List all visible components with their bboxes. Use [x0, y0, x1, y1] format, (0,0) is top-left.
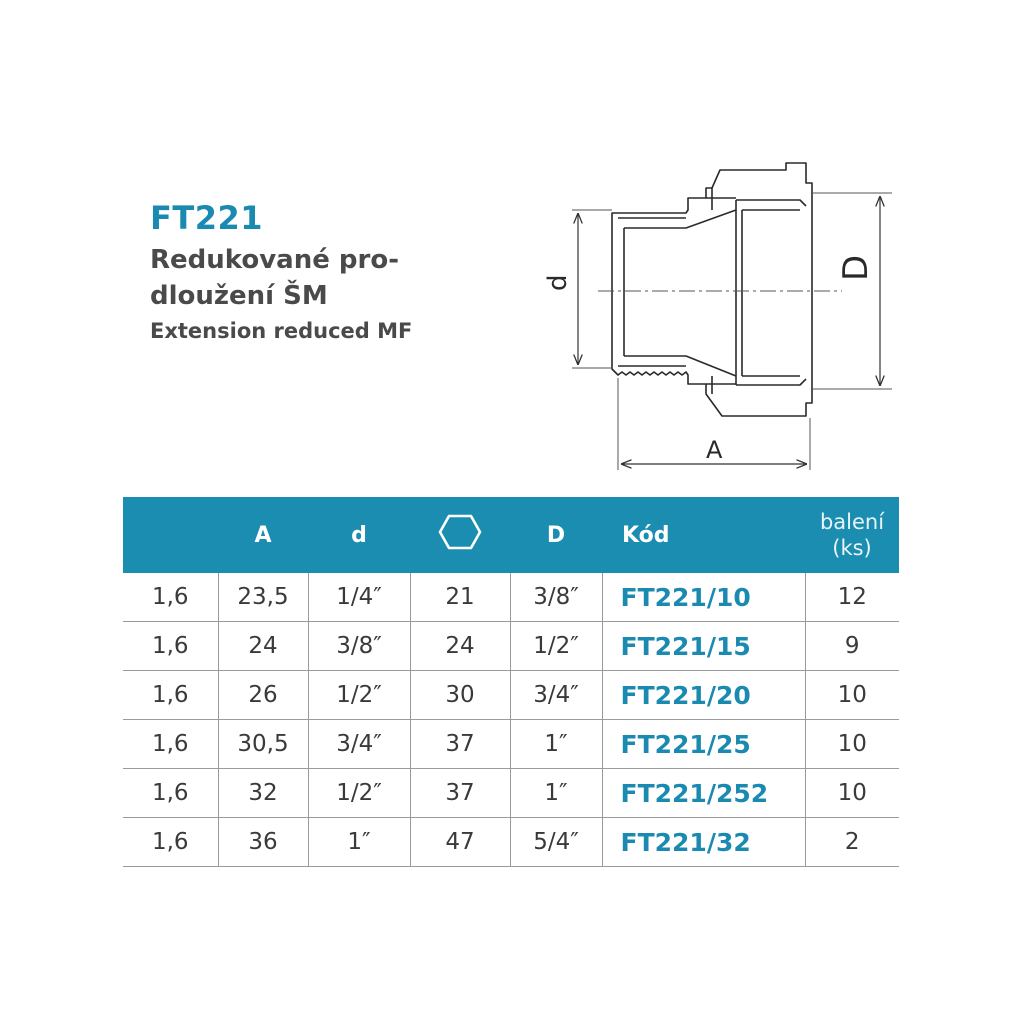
- cell-A: 30,5: [218, 720, 308, 769]
- cell-A: 32: [218, 769, 308, 818]
- cell-kod: FT221/25: [602, 720, 805, 769]
- cell-D: 1/2″: [510, 622, 602, 671]
- cell-pack: 12: [805, 573, 899, 622]
- cell-A: 23,5: [218, 573, 308, 622]
- cell-D: 3/4″: [510, 671, 602, 720]
- header-pack-line1: balení: [819, 510, 885, 534]
- spec-table: [123, 497, 899, 867]
- table-row: [123, 769, 899, 818]
- product-name-cz-line2: dloužení ŠM: [150, 281, 328, 311]
- dim-D-label: D: [836, 254, 876, 281]
- cell-hex: 24: [410, 622, 510, 671]
- cell-pack: 10: [805, 769, 899, 818]
- male-bore: [624, 210, 736, 376]
- table-row: [123, 671, 899, 720]
- cell-pack: 9: [805, 622, 899, 671]
- table-body: [123, 573, 899, 867]
- cell-A: 36: [218, 818, 308, 867]
- header-kod: Kód: [602, 497, 805, 573]
- cell-d: 1″: [308, 818, 410, 867]
- product-title-block: [150, 198, 412, 346]
- cell-d: 1/2″: [308, 769, 410, 818]
- cell-D: 5/4″: [510, 818, 602, 867]
- product-name-en: Extension reduced MF: [150, 319, 413, 343]
- cell-kod: FT221/32: [602, 818, 805, 867]
- cell-c0: 1,6: [123, 622, 218, 671]
- technical-drawing: [540, 150, 900, 480]
- cell-c0: 1,6: [123, 818, 218, 867]
- cell-A: 24: [218, 622, 308, 671]
- cell-kod: FT221/15: [602, 622, 805, 671]
- cell-c0: 1,6: [123, 720, 218, 769]
- header-pack-line2: (ks): [832, 536, 872, 560]
- hex-icon: [438, 514, 482, 550]
- cell-hex: 37: [410, 769, 510, 818]
- cell-c0: 1,6: [123, 769, 218, 818]
- cell-kod: FT221/20: [602, 671, 805, 720]
- cell-kod: FT221/252: [602, 769, 805, 818]
- header-col0: [123, 497, 218, 573]
- cell-d: 3/8″: [308, 622, 410, 671]
- cell-d: 3/4″: [308, 720, 410, 769]
- product-name-cz-line1: Redukované pro-: [150, 245, 400, 275]
- cell-hex: 47: [410, 818, 510, 867]
- table-row: [123, 720, 899, 769]
- header-pack: [805, 497, 899, 573]
- table-row: [123, 622, 899, 671]
- cell-d: 1/2″: [308, 671, 410, 720]
- table-header-row: [123, 497, 899, 573]
- cell-pack: 10: [805, 671, 899, 720]
- cell-kod: FT221/10: [602, 573, 805, 622]
- cell-D: 1″: [510, 769, 602, 818]
- cell-d: 1/4″: [308, 573, 410, 622]
- cell-pack: 2: [805, 818, 899, 867]
- cell-pack: 10: [805, 720, 899, 769]
- product-code: FT221: [150, 199, 263, 237]
- product-name-cz: [150, 242, 412, 314]
- table-row: [123, 573, 899, 622]
- header-hex: [410, 497, 510, 573]
- table-row: [123, 818, 899, 867]
- dim-d-label: d: [543, 274, 573, 291]
- cell-hex: 37: [410, 720, 510, 769]
- cell-c0: 1,6: [123, 573, 218, 622]
- cell-hex: 21: [410, 573, 510, 622]
- cell-D: 3/8″: [510, 573, 602, 622]
- header-A: A: [218, 497, 308, 573]
- female-socket: [736, 200, 806, 385]
- cell-A: 26: [218, 671, 308, 720]
- cell-c0: 1,6: [123, 671, 218, 720]
- cell-D: 1″: [510, 720, 602, 769]
- dim-A-label: A: [706, 436, 723, 464]
- cell-hex: 30: [410, 671, 510, 720]
- header-d: d: [308, 497, 410, 573]
- header-D: D: [510, 497, 602, 573]
